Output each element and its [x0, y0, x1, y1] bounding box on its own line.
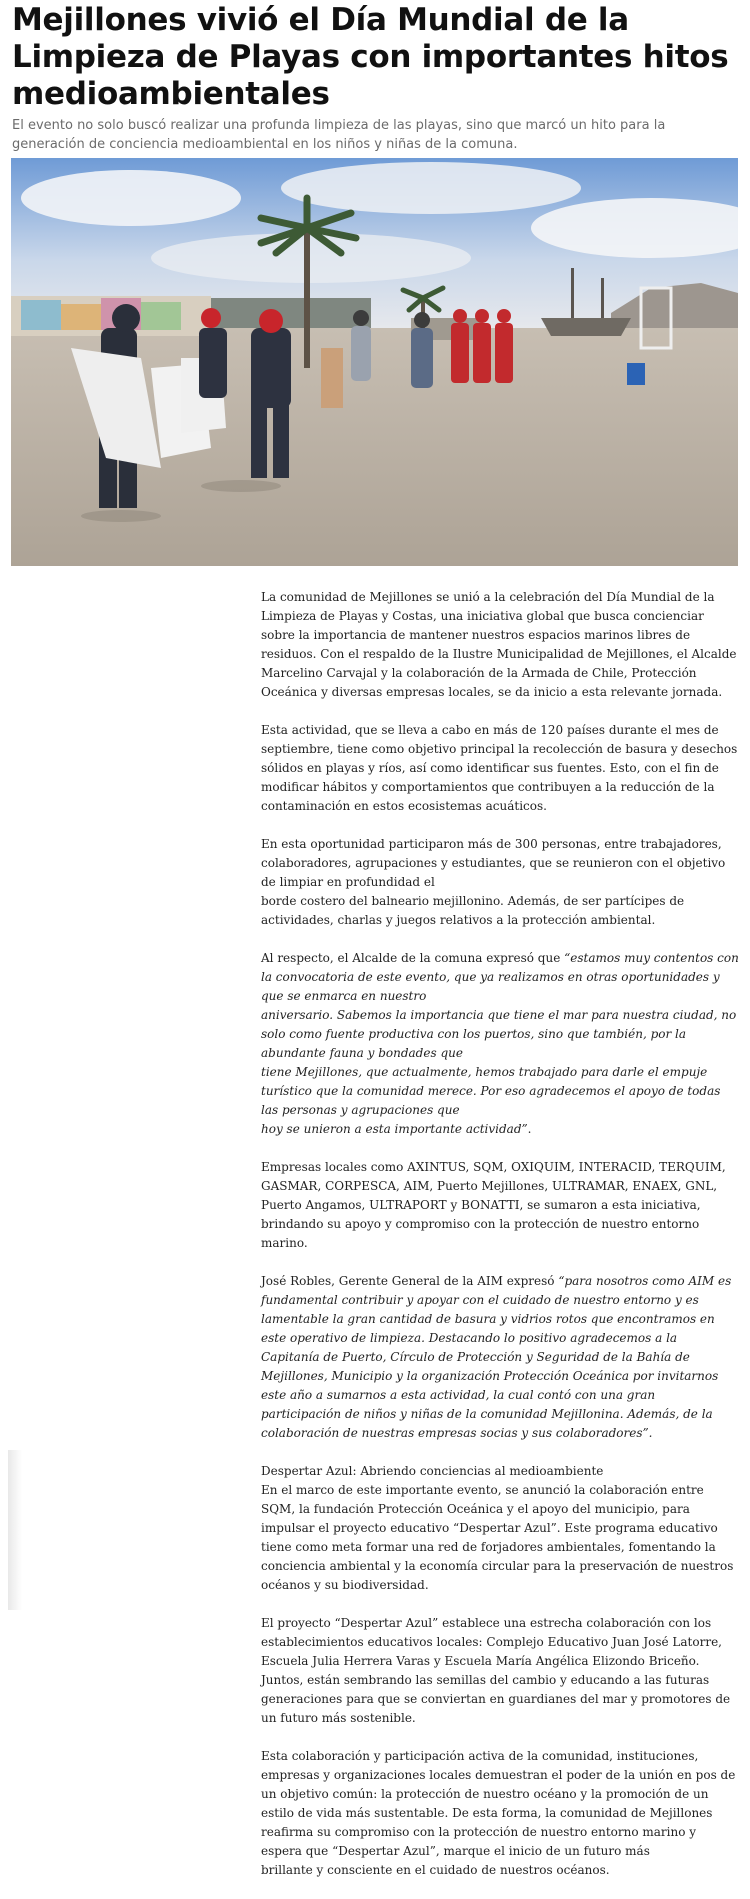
article-subtitle: El evento no solo buscó realizar una profunda limpieza de las playas, sino que marcó un hito para la generación de conciencia medioambiental en los niños y niñas de la comuna. — [12, 118, 666, 152]
beach-cleanup-photo — [11, 158, 738, 566]
aim-quote: “para nosotros como AIM es fundamental contribuir y apoyar con el cuidado de nuestro entorno y es lamentable la gran cantidad de basura y vidrios rotos que encontramos en este operativo de limpieza. Destacando lo positivo agradecemos a la Capitanía de Puerto, Círculo de Protección y Seguridad de la Bahía de Mejillones, Municipio y la organización Protección Oceánica por invitarnos este año a sumarnos a esta actividad, la cual contó con una gran participación de niños y niñas de la comunidad Mejillonina. Además, de la colaboración de nuestras empresas socias y sus colaboradores”. — [261, 1274, 732, 1440]
paragraph-quote-aim — [261, 1272, 739, 1443]
mayor-quote: tiene Mejillones, que actualmente, hemos trabajado para darle el empuje turístico que la comunidad merece. Por eso agradecemos el apoyo de todas las personas y agrupaciones que — [261, 1065, 721, 1117]
paragraph-text: Al respecto, el Alcalde de la comuna expresó que — [261, 951, 565, 965]
paragraph-section — [261, 1462, 739, 1595]
mayor-quote: hoy se unieron a esta importante actividad” — [261, 1122, 528, 1136]
mayor-quote: aniversario. Sabemos la importancia que tiene el mar para nuestra ciudad, no solo como fuente productiva con los puertos, sino que también, por la abundante fauna y bondades que — [261, 1008, 737, 1060]
paragraph: La comunidad de Mejillones se unió a la celebración del Día Mundial de la Limpieza de Playas y Costas, una iniciativa global que busca concienciar sobre la importancia de mantener nuestros espacios marinos libres de residuos. Con el respaldo de la Ilustre Municipalidad de Mejillones, el Alcalde Marcelino Carvajal y la colaboración de la Armada de Chile, Protección Oceánica y diversas empresas locales, se da inicio a esta relevante jornada. — [261, 590, 737, 699]
paragraph: Esta actividad, que se lleva a cabo en más de 120 países durante el mes de septiembre, tiene como objetivo principal la recolección de basura y desechos sólidos en playas y ríos, así como identificar sus fuentes. Esto, con el fin de modificar hábitos y comportamientos que contribuyen a la reducción de la contaminación en estos ecosistemas acuáticos. — [261, 723, 738, 813]
section-heading: Despertar Azul: Abriendo conciencias al medioambiente — [261, 1464, 604, 1478]
paragraph-text: En esta oportunidad participaron más de 300 personas, entre trabajadores, colaboradores, agrupaciones y estudiantes, que se reunieron con el objetivo de limpiar en profundidad el — [261, 837, 726, 889]
paragraph-text: . — [527, 1122, 532, 1136]
paragraph — [261, 1747, 739, 1880]
paragraph: El proyecto “Despertar Azul” establece una estrecha colaboración con los establecimientos educativos locales: Complejo Educativo Juan José Latorre, Escuela Julia Herrera Varas y Escuela María Angélica Elizondo Briceño. Juntos, están sembrando las semillas del cambio y educando a las futuras generaciones para que se conviertan en guardianes del mar y promotores de un futuro más sostenible. — [261, 1616, 731, 1725]
paragraph — [261, 835, 739, 930]
paragraph-text: brillante y consciente en el cuidado de nuestros océanos. — [261, 1863, 610, 1877]
article-body — [261, 588, 739, 1899]
paragraph-text: borde costero del balneario mejillonino. Además, de ser partícipes de actividades, charlas y juegos relativos a la protección ambiental. — [261, 894, 685, 927]
hero-photo — [11, 158, 738, 566]
mayor-quote: “estamos muy contentos con la convocatoria de este evento, que ya realizamos en otras oportunidades y que se enmarca en nuestro — [261, 951, 739, 1003]
paragraph-text: En el marco de este importante evento, se anunció la colaboración entre SQM, la fundación Protección Oceánica y el apoyo del municipio, para impulsar el proyecto educativo “Despertar Azul”. Este programa educativo tiene como meta formar una red de forjadores ambientales, fomentando la conciencia ambiental y la economía circular para la preservación de nuestros océanos y su biodiversidad. — [261, 1483, 734, 1592]
paragraph-text: José Robles, Gerente General de la AIM expresó — [261, 1274, 559, 1288]
paragraph-quote-mayor — [261, 949, 739, 1139]
sidebar-shadow — [8, 1450, 22, 1610]
article-title: Mejillones vivió el Día Mundial de la Limpieza de Playas con importantes hitos medioambientales — [12, 2, 729, 112]
paragraph-text: Esta colaboración y participación activa de la comunidad, instituciones, empresas y organizaciones locales demuestran el poder de la unión en pos de un objetivo común: la protección de nuestro océano y la promoción de un estilo de vida más sustentable. De esta forma, la comunidad de Mejillones reafirma su compromiso con la protección de nuestro entorno marino y espera que “Despertar Azul”, marque el inicio de un futuro más — [261, 1749, 736, 1858]
paragraph: Empresas locales como AXINTUS, SQM, OXIQUIM, INTERACID, TERQUIM, GASMAR, CORPESCA, AIM, Puerto Mejillones, ULTRAMAR, ENAEX, GNL, Puerto Angamos, ULTRAPORT y BONATTI, se sumaron a esta iniciativa, brindando su apoyo y compromiso con la protección de nuestro entorno marino. — [261, 1160, 726, 1250]
